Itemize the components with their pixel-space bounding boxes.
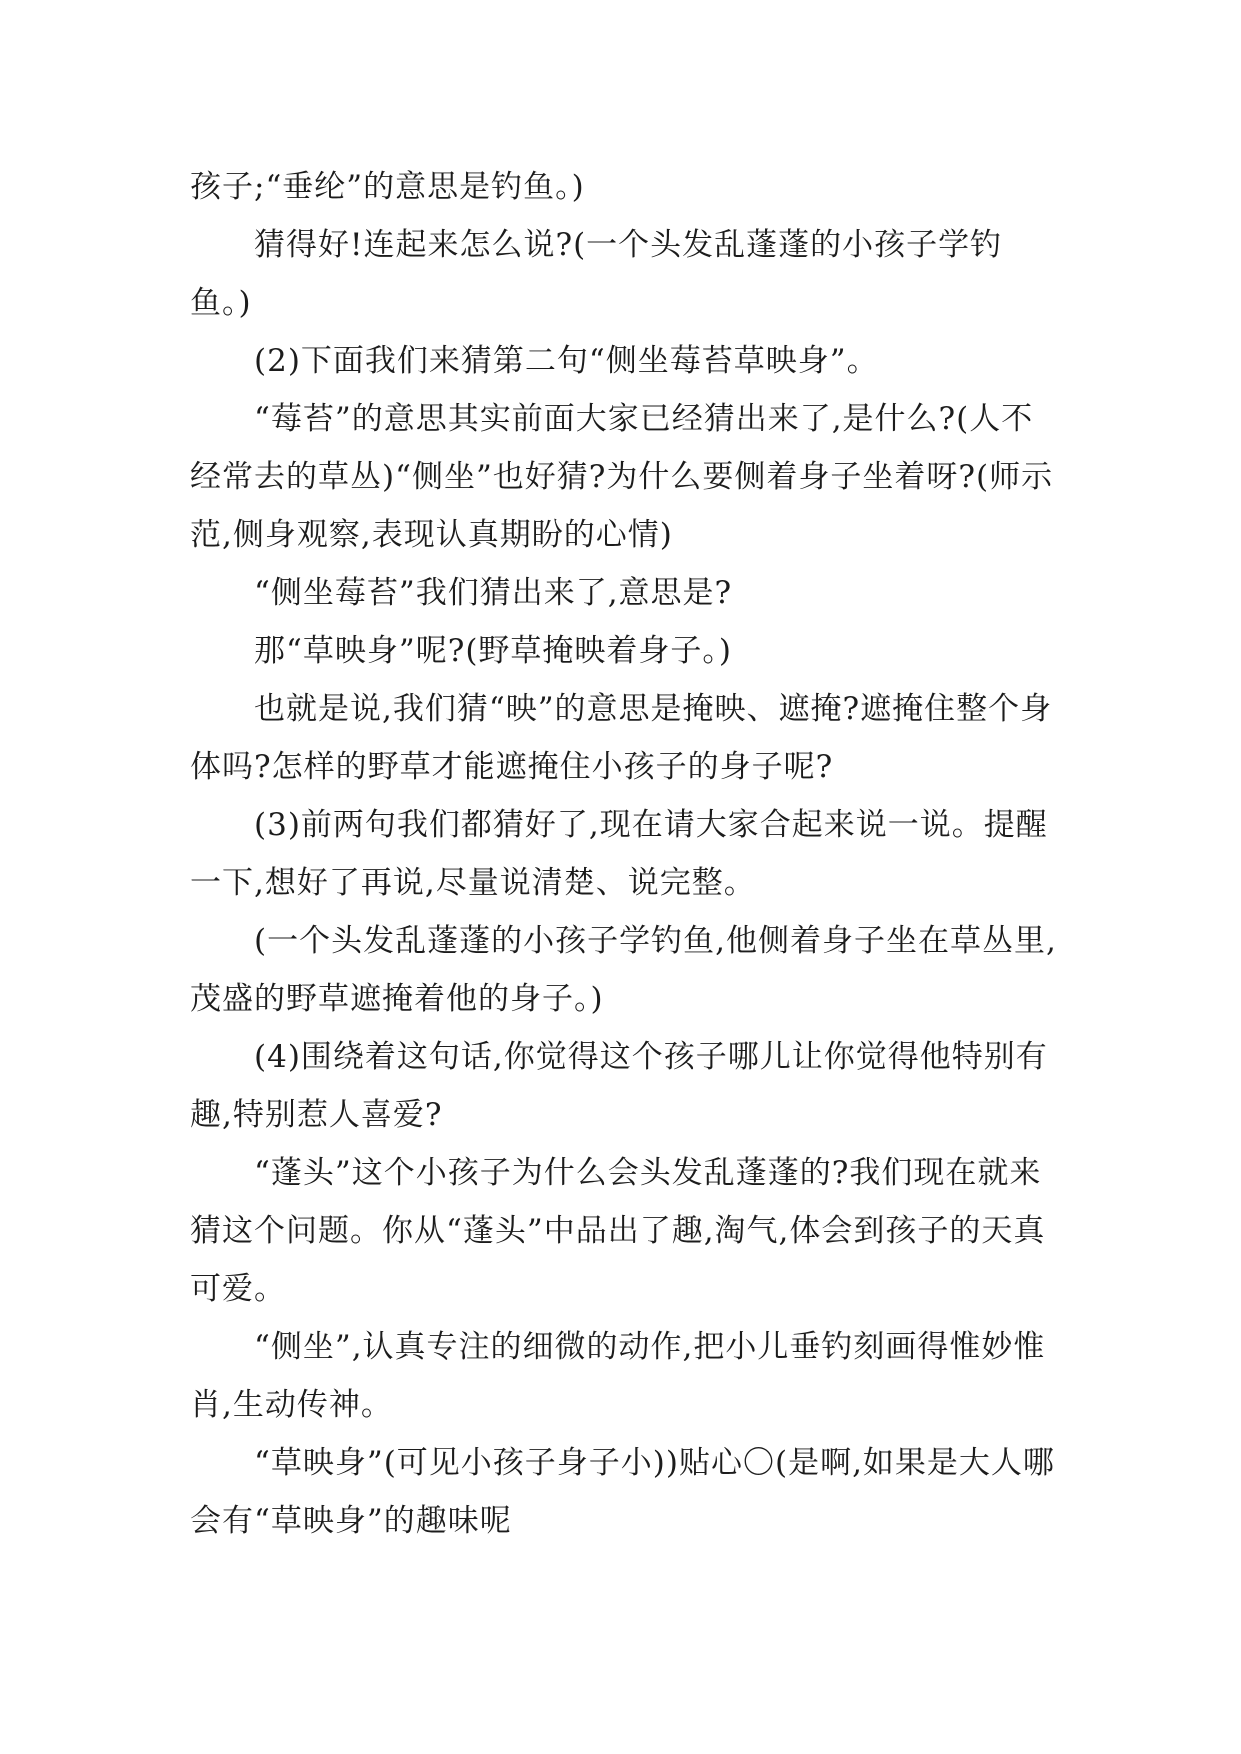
paragraph-6: 那“草映身”呢?(野草掩映着身子。) — [254, 633, 733, 669]
paragraph-7: 也就是说,我们猜“映”的意思是掩映、遮掩?遮掩住整个身体吗?怎样的野草才能遮掩住小孩子的身子呢? — [190, 691, 1053, 785]
paragraph-5: “侧坐莓苔”我们猜出来了,意思是? — [254, 575, 733, 611]
paragraph-2: 猜得好!连起来怎么说?(一个头发乱蓬蓬的小孩子学钓鱼。) — [190, 227, 1003, 321]
paragraph-9: (一个头发乱蓬蓬的小孩子学钓鱼,他侧着身子坐在草丛里,茂盛的野草遮掩着他的身子。) — [190, 923, 1057, 1017]
paragraph-12: “侧坐”,认真专注的细微的动作,把小儿垂钓刻画得惟妙惟肖,生动传神。 — [190, 1329, 1046, 1423]
paragraph-8: (3)前两句我们都猜好了,现在请大家合起来说一说。提醒一下,想好了再说,尽量说清楚、说完整。 — [190, 807, 1048, 901]
paragraph-3: (2)下面我们来猜第二句“侧坐莓苔草映身”。 — [254, 343, 879, 379]
paragraph-13: “草映身”(可见小孩子身子小))贴心〇(是啊,如果是大人哪会有“草映身”的趣味呢 — [190, 1445, 1055, 1539]
paragraph-4: “莓苔”的意思其实前面大家已经猜出来了,是什么?(人不经常去的草丛)“侧坐”也好猜?为什么要侧着身子坐着呀?(师示范,侧身观察,表现认真期盼的心情) — [190, 401, 1054, 553]
paragraph-10: (4)围绕着这句话,你觉得这个孩子哪儿让你觉得他特别有趣,特别惹人喜爱? — [190, 1039, 1048, 1133]
document-body — [190, 158, 1060, 1550]
paragraph-11: “蓬头”这个小孩子为什么会头发乱蓬蓬的?我们现在就来猜这个问题。你从“蓬头”中品出了趣,淘气,体会到孩子的天真可爱。 — [190, 1155, 1046, 1307]
paragraph-1: 孩子;“垂纶”的意思是钓鱼。) — [190, 169, 585, 205]
